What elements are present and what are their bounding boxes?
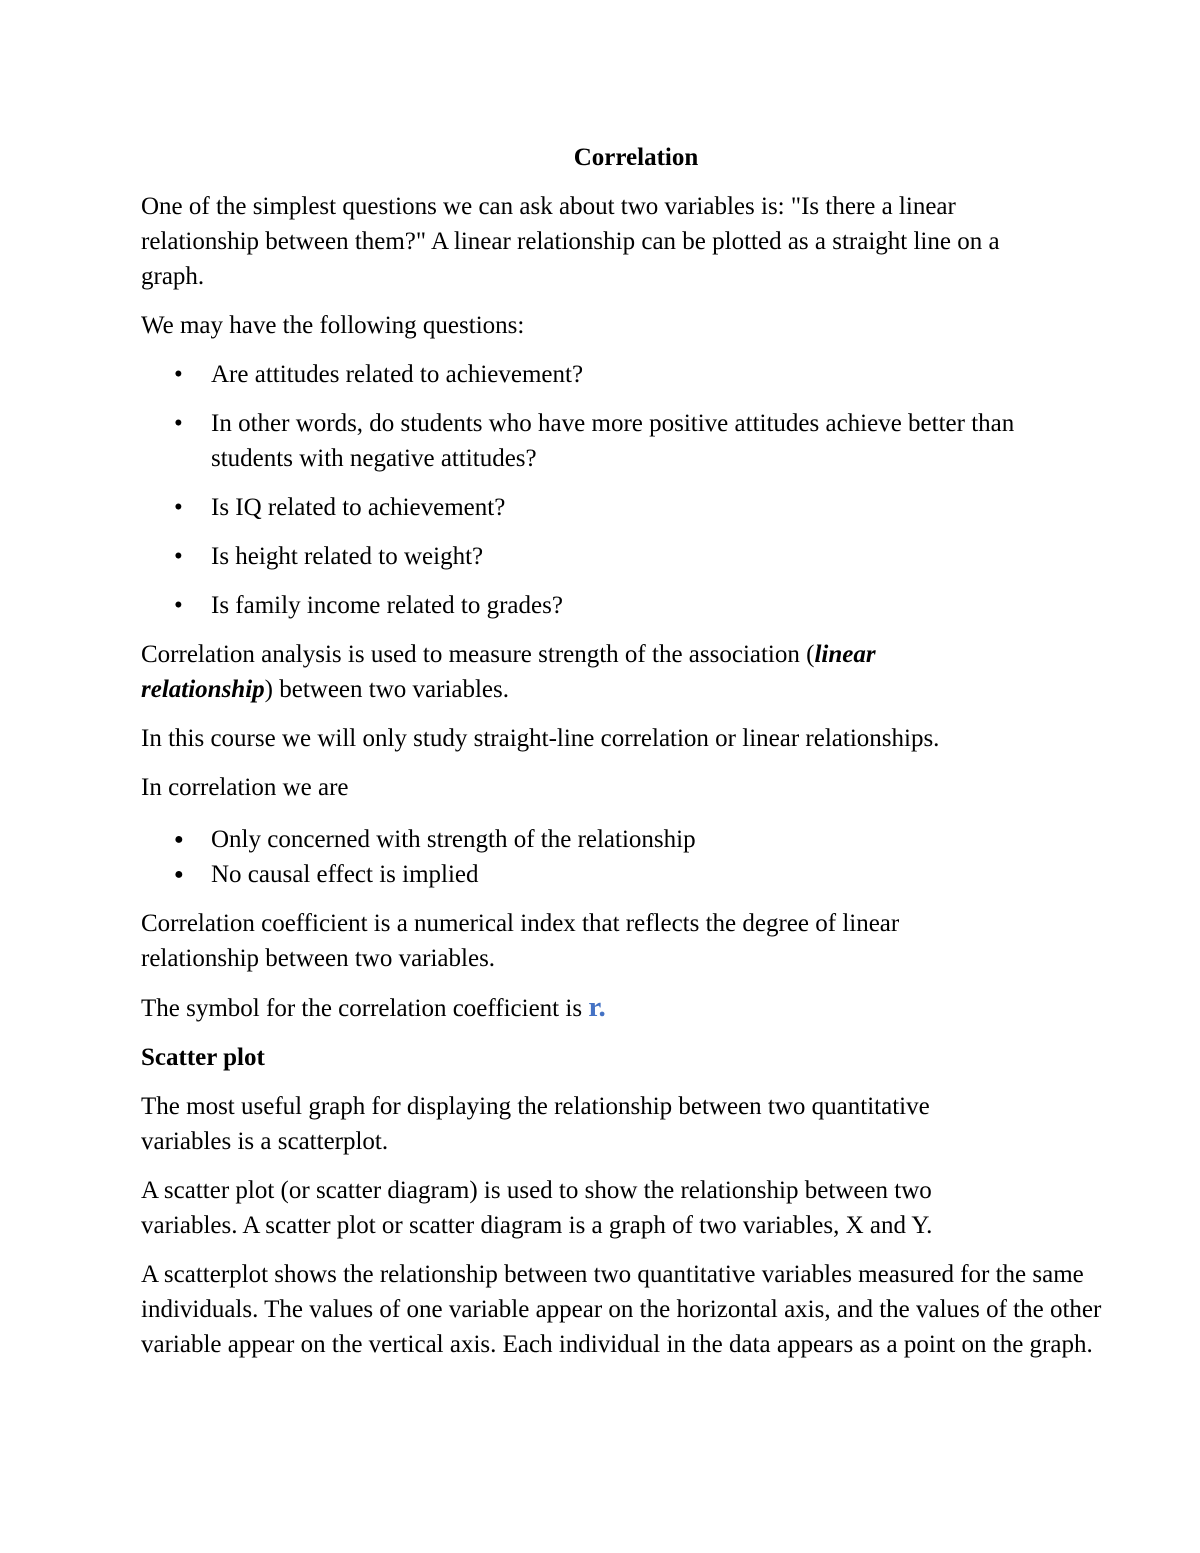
dot-bullet-icon: ● [174,831,184,848]
intro-paragraph: One of the simplest questions we can ask about two variables is: "Is there a linear relationship between them?" A linear relationship can be plotted as a straight line on a graph. [141,193,1000,290]
list-item [141,490,1131,525]
bullet-icon: • [174,543,183,570]
questions-list [141,357,1131,623]
correlation-symbol: r. [588,991,606,1023]
list-item-text: Is IQ related to achievement? [211,494,506,521]
symbol-line-text: The symbol for the correlation coefficient is [141,995,589,1022]
course-note: In this course we will only study straight-line correlation or linear relationships. [141,725,940,752]
list-item-text: No causal effect is implied [211,861,479,888]
analysis-emphasis: linear relationship [141,641,876,703]
analysis-text-before: Correlation analysis is used to measure strength of the association ( [141,641,815,668]
list-item-text: Only concerned with strength of the relationship [211,826,696,853]
list-item-text: Is family income related to grades? [211,592,563,619]
list-item [141,588,1131,623]
bullet-icon: • [174,592,183,619]
list-item-text: Is height related to weight? [211,543,484,570]
list-item [141,822,1131,857]
list-item [141,539,1131,574]
scatter-paragraph: A scatterplot shows the relationship between two quantitative variables measured for the same individuals. The values of one variable appear on the horizontal axis, and the values of the other variable appear on the vertical axis. Each individual in the data appears as a point on the graph. [141,1261,1102,1358]
questions-lead: We may have the following questions: [141,312,525,339]
bullet-icon: • [174,494,183,521]
analysis-paragraph [141,637,961,707]
section-heading-scatter-plot: Scatter plot [141,1044,265,1071]
list-item [141,357,1131,392]
in-correlation-list [141,822,1131,892]
bullet-icon: • [174,410,183,437]
analysis-text-after: ) between two variables. [264,676,510,703]
in-correlation-lead: In correlation we are [141,774,349,801]
list-item-text: Are attitudes related to achievement? [211,361,584,388]
page-title: Correlation [573,144,699,171]
scatter-paragraph: A scatter plot (or scatter diagram) is used to show the relationship between two variables. A scatter plot or scatter diagram is a graph of two variables, X and Y. [141,1177,933,1239]
coefficient-definition: Correlation coefficient is a numerical index that reflects the degree of linear relationship between two variables. [141,910,900,972]
scatter-paragraph: The most useful graph for displaying the relationship between two quantitative variables is a scatterplot. [141,1093,930,1155]
document-page [141,140,1131,1376]
list-item-text: In other words, do students who have more positive attitudes achieve better than students with negative attitudes? [211,410,1015,472]
bullet-icon: • [174,361,183,388]
list-item [141,857,1131,892]
dot-bullet-icon: ● [174,866,184,883]
symbol-line [141,990,1131,1026]
list-item [141,406,1051,476]
